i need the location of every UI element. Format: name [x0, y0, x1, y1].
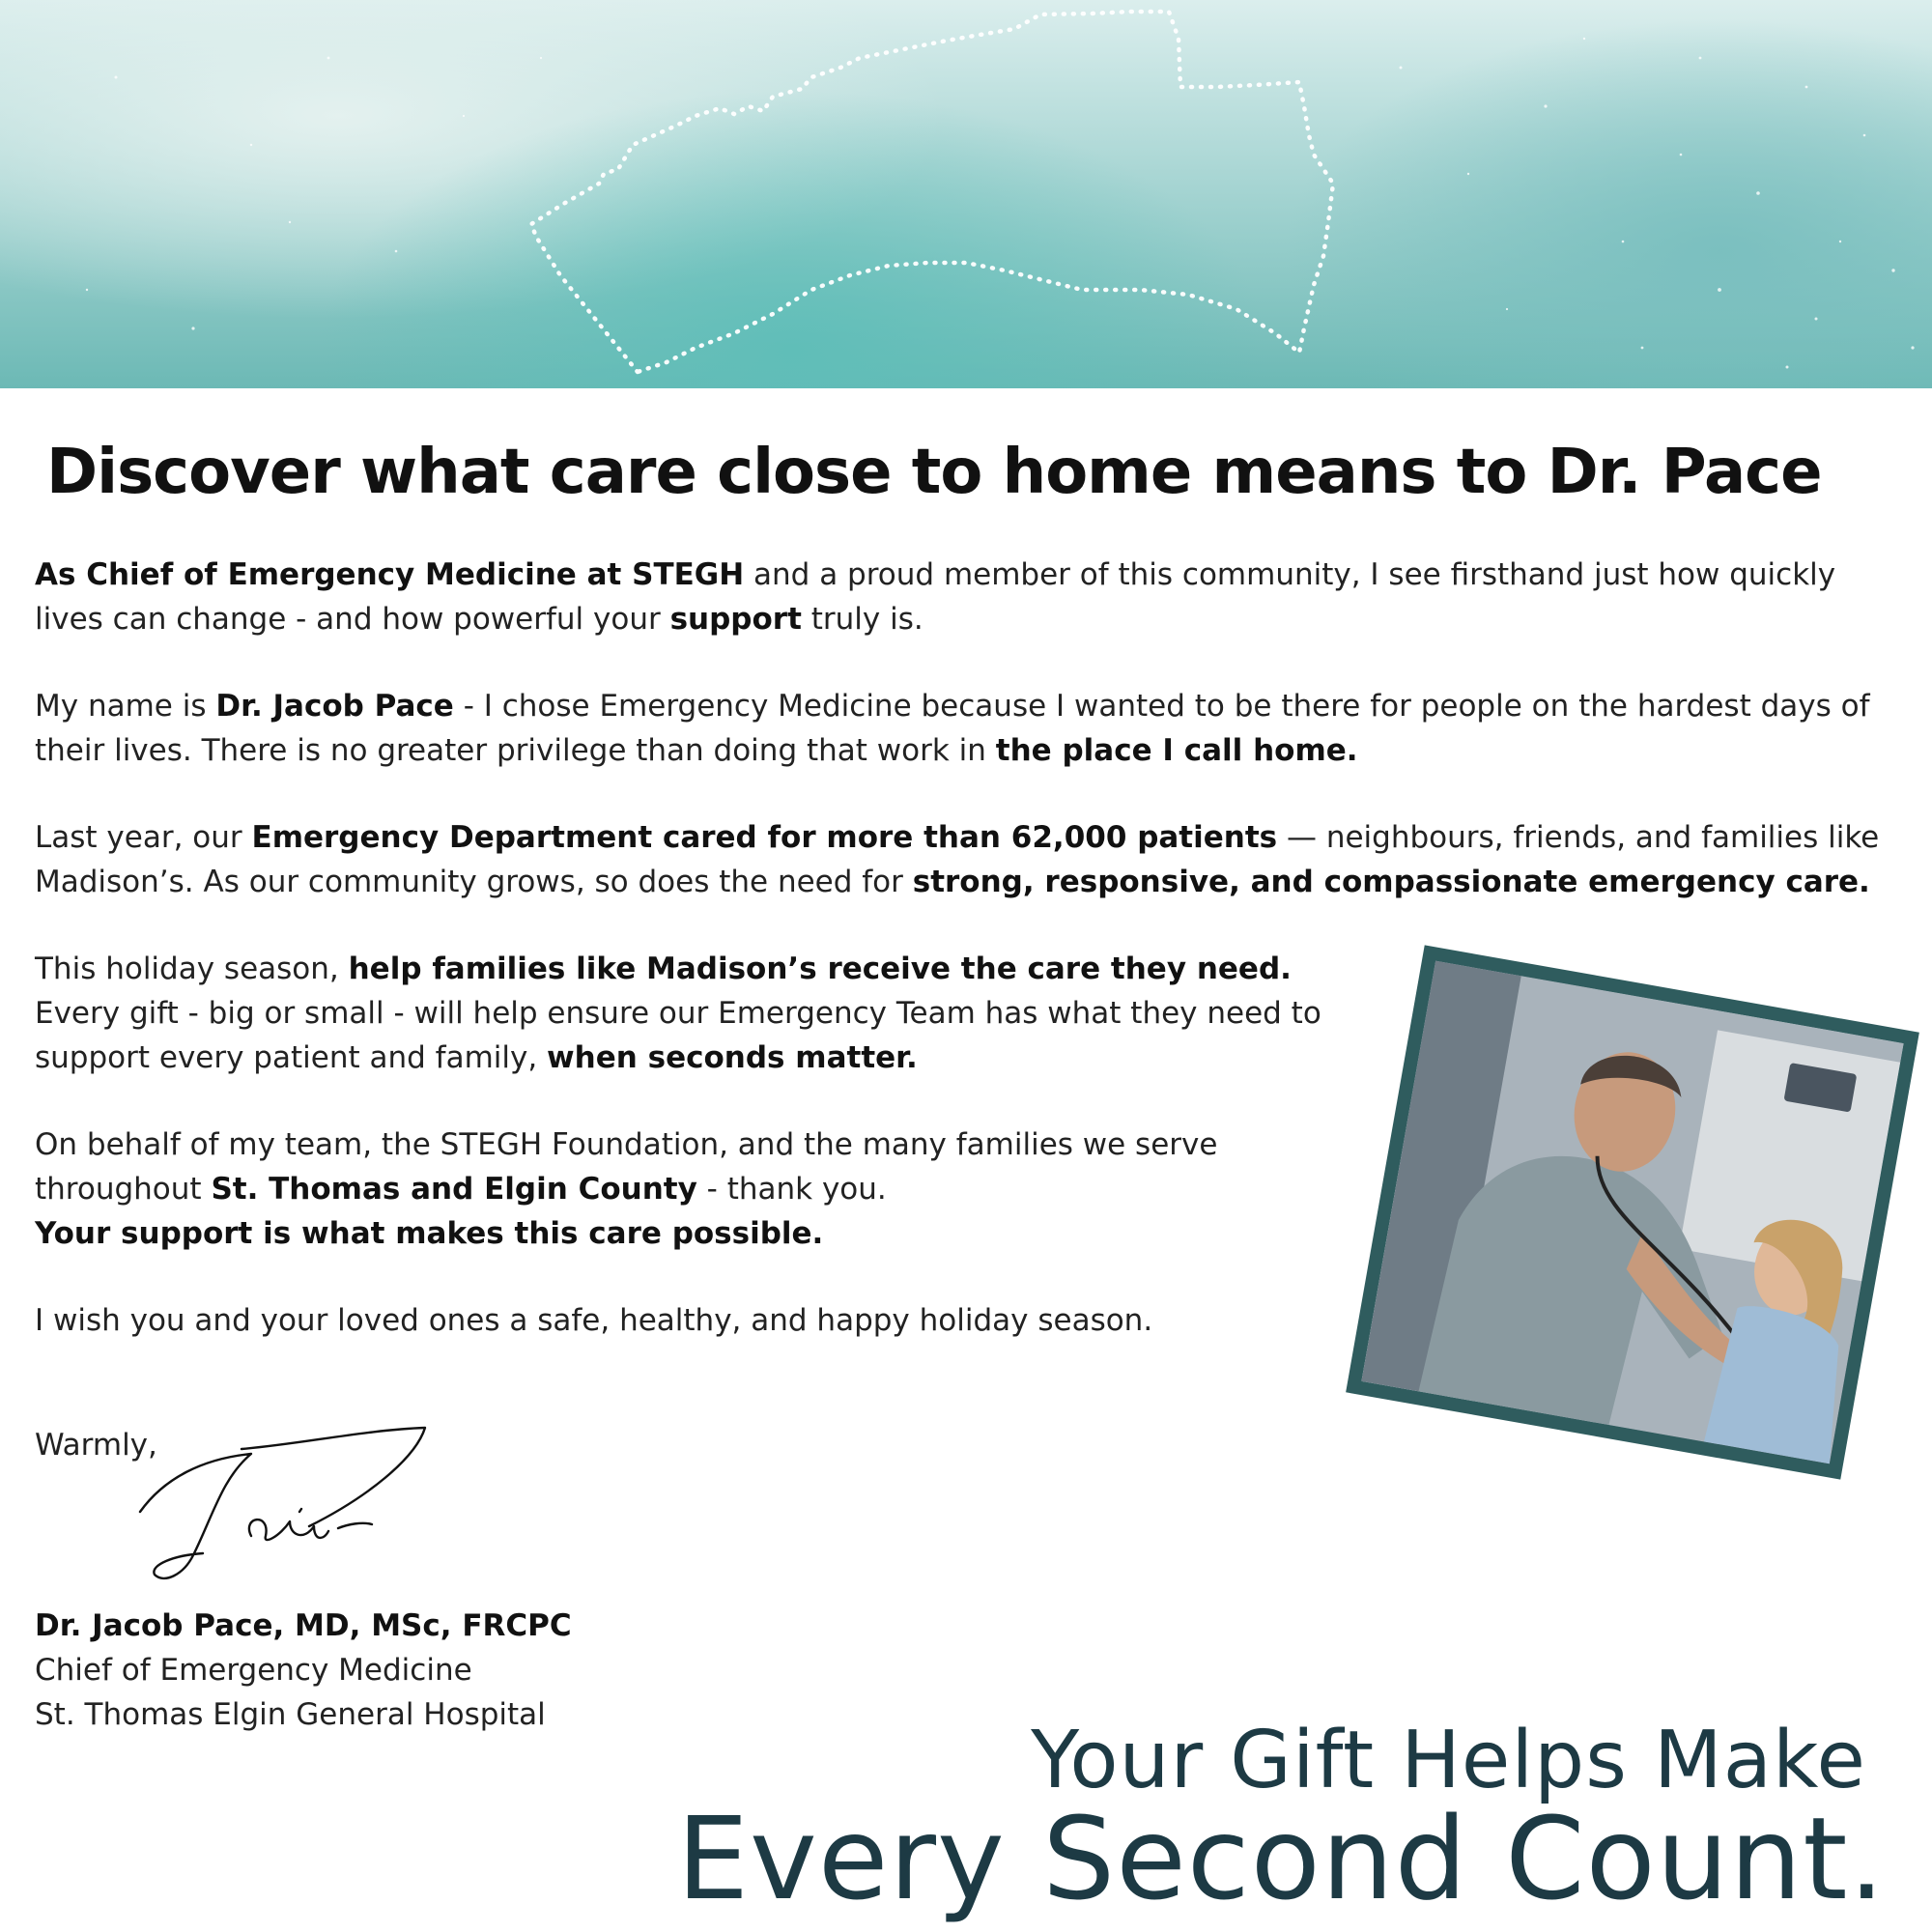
signature-block	[35, 1604, 572, 1737]
paragraph-text: On behalf of my team, the STEGH Foundation, and the many families we serve throughout	[35, 1127, 1218, 1207]
letter-paragraph-4	[35, 947, 1329, 1080]
bold-text: strong, responsive, and compassionate emergency care.	[912, 865, 1870, 899]
bold-text: help families like Madison’s receive the care they need.	[348, 952, 1292, 986]
page-title: Discover what care close to home means to Dr. Pace	[46, 437, 1822, 508]
bold-text: Your support is what makes this care possible.	[35, 1216, 824, 1251]
header-banner	[0, 0, 1932, 388]
bold-text: when seconds matter.	[547, 1040, 918, 1075]
bold-text: Dr. Jacob Pace	[215, 689, 454, 724]
paragraph-text: - thank you.	[696, 1172, 887, 1207]
paragraph-text: Last year, our	[35, 820, 252, 855]
doctor-patient-photo	[1346, 945, 1919, 1479]
tagline-line-1: Your Gift Helps Make	[1031, 1715, 1866, 1806]
letter-paragraph-2	[35, 684, 1899, 773]
letter-paragraph-3	[35, 815, 1899, 904]
signature-image	[135, 1420, 444, 1594]
bold-text: As Chief of Emergency Medicine at STEGH	[35, 557, 745, 592]
paragraph-text: and a proud member of this community, I see firsthand just how quickly lives can change - and how powerful your	[35, 557, 1836, 637]
bold-text: St. Thomas and Elgin County	[211, 1172, 697, 1207]
signer-name: Dr. Jacob Pace, MD, MSc, FRCPC	[35, 1608, 572, 1643]
paragraph-text: - I chose Emergency Medicine because I wanted to be there for people on the hardest days of their lives. There is no greater privilege than doing that work in	[35, 689, 1870, 768]
letter-paragraph-1	[35, 553, 1899, 641]
elgin-county-map-outline	[0, 0, 1932, 388]
closing-text: Warmly,	[35, 1428, 157, 1463]
paragraph-text: My name is	[35, 689, 216, 724]
paragraph-text: truly is.	[801, 602, 923, 637]
paragraph-text: This holiday season,	[35, 952, 349, 986]
doctor-child-illustration	[1361, 961, 1903, 1464]
signer-hospital: St. Thomas Elgin General Hospital	[35, 1697, 546, 1732]
tagline-line-2: Every Second Count.	[676, 1792, 1886, 1925]
paragraph-text: — neighbours, friends, and families like Madison’s. As our community grows, so does the need for	[35, 820, 1880, 899]
paragraph-text: Every gift - big or small - will help ensure our Emergency Team has what they need to support every patient and family,	[35, 996, 1321, 1075]
photo-image	[1361, 961, 1903, 1464]
bold-text: the place I call home.	[995, 733, 1358, 768]
signer-title: Chief of Emergency Medicine	[35, 1653, 472, 1688]
letter-paragraph-6: I wish you and your loved ones a safe, healthy, and happy holiday season.	[35, 1303, 1153, 1338]
bold-text: support	[669, 602, 802, 637]
bold-text: Emergency Department cared for more than 62,000 patients	[251, 820, 1278, 855]
letter-paragraph-5	[35, 1122, 1329, 1256]
